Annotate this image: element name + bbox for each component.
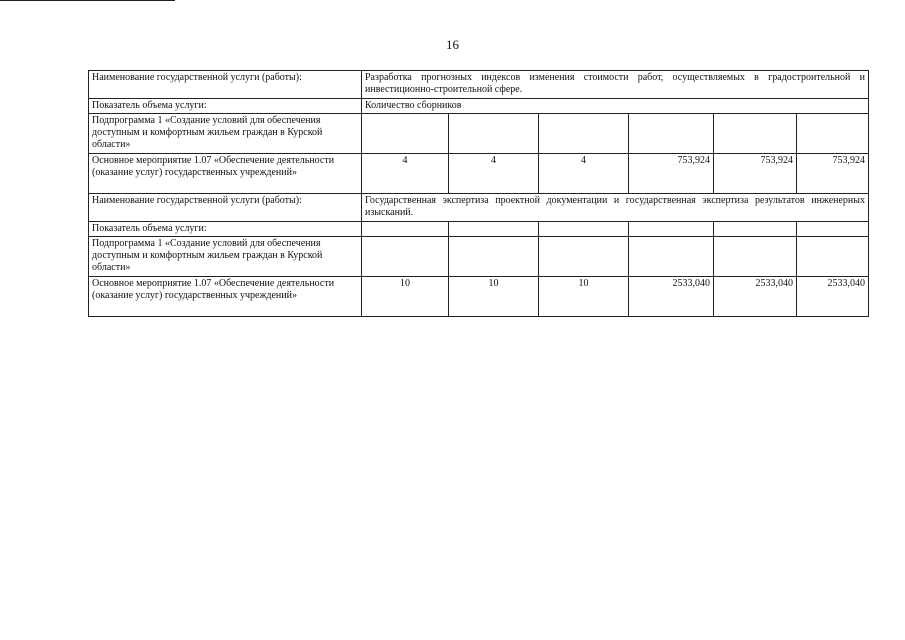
- table-cell: [629, 114, 714, 154]
- activity-row: [89, 277, 869, 317]
- subprogram-row: [89, 237, 869, 277]
- table-cell: [449, 114, 539, 154]
- subprogram-label: Подпрограмма 1 «Создание условий для обеспечения доступным и комфортным жильем граждан в Курской области»: [89, 237, 362, 277]
- table-cell: 2533,040: [629, 277, 714, 317]
- table-cell: [539, 114, 629, 154]
- table-cell: 4: [449, 154, 539, 194]
- services-table: [88, 70, 869, 317]
- table-cell: 753,924: [797, 154, 869, 194]
- table-cell: [539, 237, 629, 277]
- activity-row: [89, 154, 869, 194]
- table-cell: 4: [362, 154, 449, 194]
- table-cell: 10: [449, 277, 539, 317]
- table-cell: [449, 222, 539, 237]
- table-cell: [449, 237, 539, 277]
- activity-label: Основное мероприятие 1.07 «Обеспечение деятельности (оказание услуг) государственных учреждений»: [89, 277, 362, 317]
- table-cell: 2533,040: [797, 277, 869, 317]
- indicator-row: [89, 222, 869, 237]
- service-name-label: Наименование государственной услуги (работы):: [89, 194, 362, 222]
- top-rule: [0, 0, 175, 1]
- table-cell: 753,924: [629, 154, 714, 194]
- table-cell: [539, 222, 629, 237]
- table-cell: [797, 237, 869, 277]
- activity-label: Основное мероприятие 1.07 «Обеспечение деятельности (оказание услуг) государственных учреждений»: [89, 154, 362, 194]
- table-cell: 753,924: [714, 154, 797, 194]
- service-name-value: Разработка прогнозных индексов изменения стоимости работ, осуществляемых в градостроительной и инвестиционно-строительной сфере.: [362, 71, 869, 99]
- table-cell: [362, 114, 449, 154]
- table-cell: 10: [362, 277, 449, 317]
- page-number: 16: [446, 37, 459, 52]
- table-cell: 10: [539, 277, 629, 317]
- service-name-row: [89, 194, 869, 222]
- service-name-label: Наименование государственной услуги (работы):: [89, 71, 362, 99]
- indicator-label: Показатель объема услуги:: [89, 99, 362, 114]
- table-cell: [714, 114, 797, 154]
- indicator-value: Количество сборников: [362, 99, 869, 114]
- table-cell: [362, 237, 449, 277]
- table-cell: 4: [539, 154, 629, 194]
- indicator-row: [89, 99, 869, 114]
- indicator-label: Показатель объема услуги:: [89, 222, 362, 237]
- table-cell: 2533,040: [714, 277, 797, 317]
- table-cell: [629, 237, 714, 277]
- subprogram-label: Подпрограмма 1 «Создание условий для обеспечения доступным и комфортным жильем граждан в Курской области»: [89, 114, 362, 154]
- table-cell: [362, 222, 449, 237]
- subprogram-row: [89, 114, 869, 154]
- table-cell: [714, 237, 797, 277]
- table-cell: [797, 222, 869, 237]
- service-name-row: [89, 71, 869, 99]
- table-cell: [629, 222, 714, 237]
- table-cell: [797, 114, 869, 154]
- table-cell: [714, 222, 797, 237]
- service-name-value: Государственная экспертиза проектной документации и государственная экспертиза результатов инженерных изысканий.: [362, 194, 869, 222]
